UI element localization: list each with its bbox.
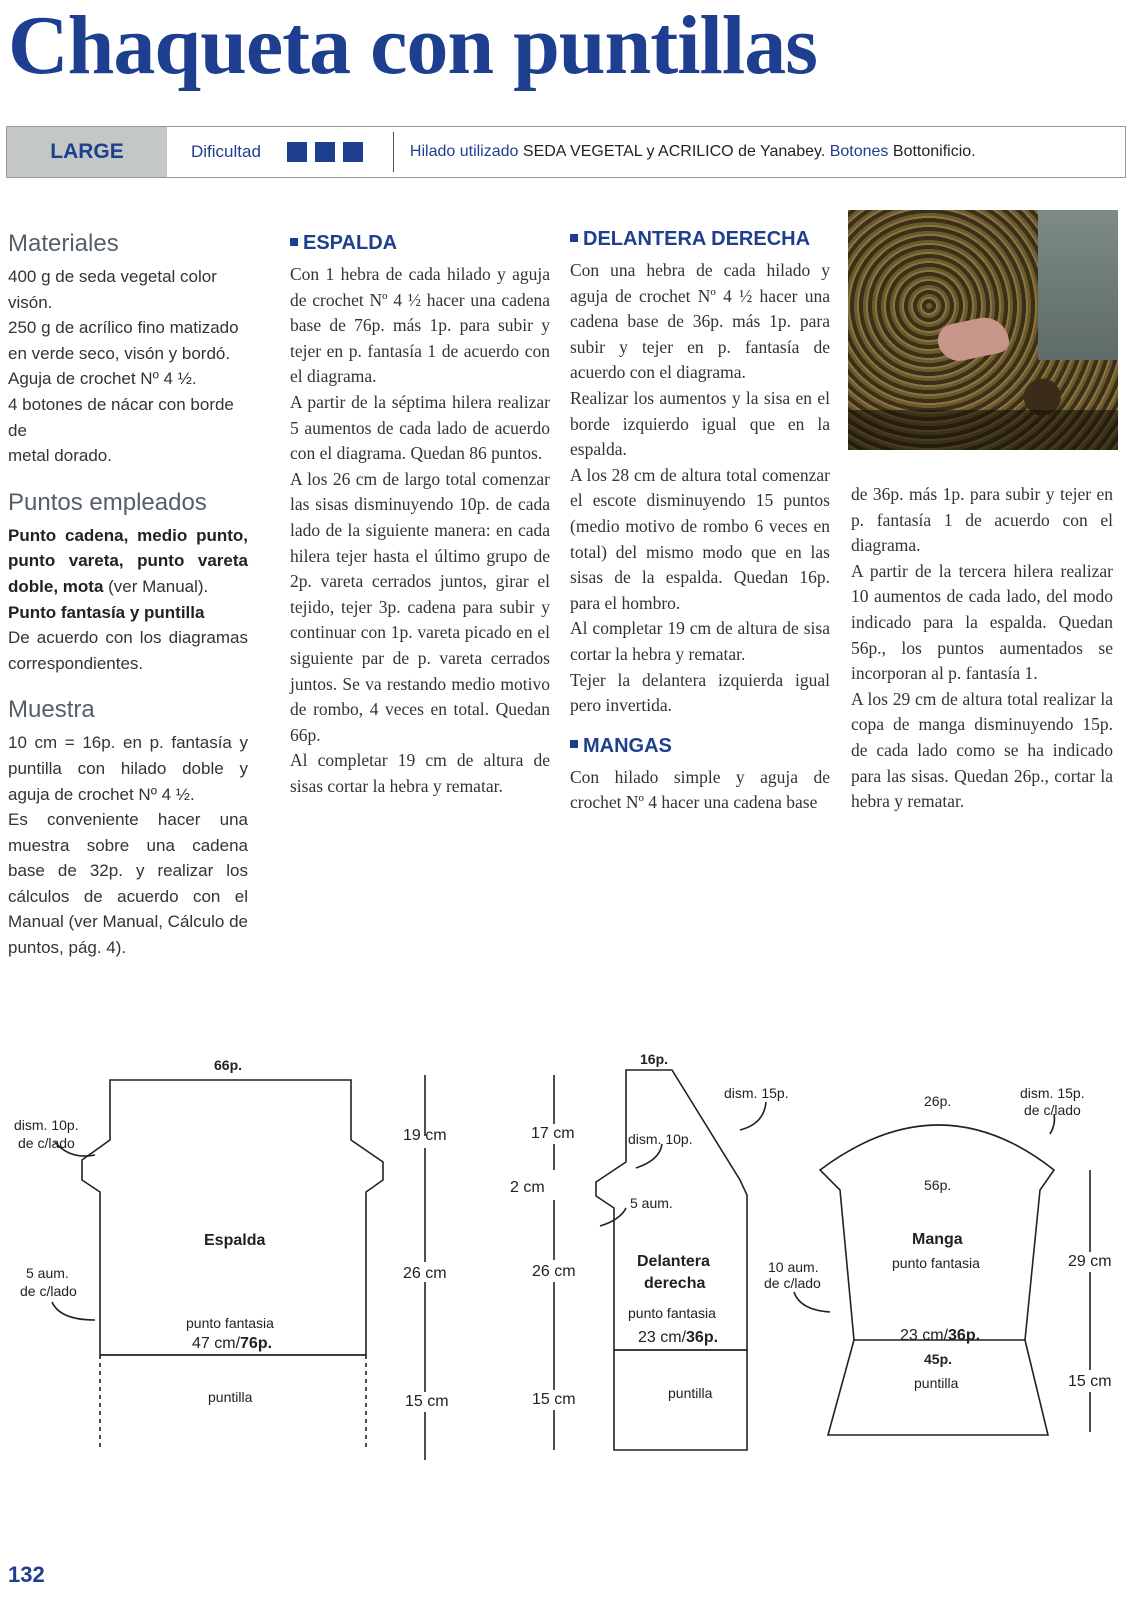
puntos-heading: Puntos empleados <box>8 488 207 516</box>
material-line: en verde seco, visón y bordó. <box>8 343 231 363</box>
delantera-paragraph: Al completar 19 cm de altura de sisa cortar la hebra y rematar. <box>570 618 830 664</box>
mangas-title: MANGAS <box>583 734 672 757</box>
mangas-paragraph: de 36p. más 1p. para subir y tejer en p. fantasía 1 de acuerdo con el diagrama. <box>851 484 1113 556</box>
size-badge: LARGE <box>7 127 167 177</box>
puntos-text <box>8 523 248 600</box>
photo-background <box>1038 210 1118 360</box>
delantera-base-p: 36p. <box>686 1329 719 1346</box>
delantera-heading <box>570 226 830 252</box>
page-title: Chaqueta con puntillas <box>8 0 817 92</box>
bullet-icon <box>570 740 578 748</box>
mangas-paragraph: A los 29 cm de altura total realizar la copa de manga disminuyendo 15p. de cada lado como se ha indicado para las sisas. Quedan 26p., cortar la hebra y rematar. <box>851 688 1113 812</box>
delantera-puntilla: puntilla <box>668 1385 713 1401</box>
delantera-aum: 5 aum. <box>630 1195 673 1211</box>
delantera-h4: 15 cm <box>532 1391 576 1408</box>
delantera-dism-neck: dism. 15p. <box>724 1085 789 1101</box>
delantera-dism: dism. 10p. <box>628 1131 693 1147</box>
fantasia-text: De acuerdo con los diagramas correspondientes. <box>8 628 248 673</box>
espalda-outline <box>82 1080 383 1355</box>
manga-top-label: 26p. <box>924 1093 952 1109</box>
muestra-heading: Muestra <box>8 696 95 724</box>
puntos-ref: (ver Manual). <box>103 576 209 596</box>
material-line: 250 g de acrílico fino matizado <box>8 318 239 338</box>
manga-name: Manga <box>912 1231 963 1248</box>
material-line: metal dorado. <box>8 446 112 466</box>
espalda-dism-label2: de c/lado <box>18 1135 75 1151</box>
bullet-icon <box>290 238 298 246</box>
garment-photo <box>848 210 1118 450</box>
puntos-bold: Punto cadena, medio punto, punto vareta, punto vareta doble, mota <box>8 525 248 596</box>
espalda-heading <box>290 230 550 256</box>
arrow-icon <box>52 1302 95 1320</box>
delantera-paragraph: Con una hebra de cada hilado y aguja de crochet Nº 4 ½ hacer una cadena base de 36p. más 1p. para subir y tejer en p. fantasía de acuerdo con el diagrama. <box>570 260 830 383</box>
photo-hand <box>935 313 1011 365</box>
delantera-paragraph: Realizar los aumentos y la sisa en el borde izquierdo igual que en la espalda. <box>570 387 830 460</box>
difficulty-rating <box>287 142 363 162</box>
manga-base-p: 36p. <box>948 1327 981 1344</box>
buttons-text: Bottonificio. <box>892 143 976 160</box>
arrow-icon <box>600 1208 626 1226</box>
delantera-title: DELANTERA DERECHA <box>583 228 811 250</box>
delantera-name2: derecha <box>644 1275 706 1292</box>
manga-stitch: punto fantasia <box>892 1255 980 1271</box>
espalda-puntilla: puntilla <box>208 1389 253 1405</box>
manga-h1: 29 cm <box>1068 1253 1112 1270</box>
espalda-stitch: punto fantasia <box>186 1315 274 1331</box>
manga-aum: 10 aum. <box>768 1259 819 1275</box>
espalda-column <box>290 228 550 799</box>
material-line: 400 g de seda vegetal color visón. <box>8 267 217 312</box>
espalda-h3: 15 cm <box>405 1393 449 1410</box>
espalda-h2: 26 cm <box>403 1265 447 1282</box>
mangas-column <box>851 482 1113 815</box>
divider <box>393 132 394 172</box>
delantera-paragraph: Tejer la delantera izquierda igual pero invertida. <box>570 669 830 716</box>
manga-base-cm: 23 cm/ <box>900 1327 949 1344</box>
espalda-aum-label2: de c/lado <box>20 1283 77 1299</box>
material-line: Aguja de crochet Nº 4 ½. <box>8 369 197 389</box>
yarn-info <box>410 143 976 161</box>
difficulty-square-icon <box>315 142 335 162</box>
buttons-label: Botones <box>829 143 889 160</box>
espalda-paragraph: Al completar 19 cm de altura de sisas cortar la hebra y rematar. <box>290 750 550 796</box>
espalda-title: ESPALDA <box>303 232 398 254</box>
delantera-top-label: 16p. <box>640 1051 669 1067</box>
difficulty-label: Dificultad <box>191 142 261 161</box>
info-bar <box>6 126 1126 178</box>
espalda-paragraph: Con 1 hebra de cada hilado y aguja de crochet Nº 4 ½ hacer una cadena base de 76p. más 1p. para subir y tejer en p. fantasía 1 de acuerdo con el diagrama. <box>290 264 550 387</box>
manga-cuff: 45p. <box>924 1351 953 1367</box>
muestra-text: 10 cm = 16p. en p. fantasía y puntilla con hilado doble y aguja de crochet Nº 4 ½. <box>8 733 248 804</box>
delantera-base <box>638 1329 718 1346</box>
delantera-stitch: punto fantasia <box>628 1305 716 1321</box>
espalda-top-label: 66p. <box>214 1057 243 1073</box>
delantera-h2: 2 cm <box>510 1179 545 1196</box>
mangas-paragraph: Con hilado simple y aguja de crochet Nº 4 hacer una cadena base <box>570 766 830 813</box>
page-number: 132 <box>8 1562 45 1587</box>
delantera-paragraph: A los 28 cm de altura total comenzar el escote disminuyendo 15 puntos (medio motivo de rombo 6 veces en total) del mismo modo que en las sisas de la espalda. Quedan 16p. para el hombro. <box>570 464 830 613</box>
espalda-dism-label: dism. 10p. <box>14 1117 79 1133</box>
manga-mid: 56p. <box>924 1177 952 1193</box>
materiales-heading: Materiales <box>8 230 119 257</box>
difficulty-square-icon <box>287 142 307 162</box>
manga-aum2: de c/lado <box>764 1275 821 1291</box>
espalda-h1: 19 cm <box>403 1127 447 1144</box>
manga-puntilla: puntilla <box>914 1375 959 1391</box>
espalda-base-p: 76p. <box>240 1335 273 1352</box>
arrow-icon <box>636 1144 662 1168</box>
espalda-base <box>192 1335 272 1352</box>
photo-shadow <box>848 410 1118 450</box>
delantera-base-cm: 23 cm/ <box>638 1329 687 1346</box>
espalda-base-cm: 47 cm/ <box>192 1335 241 1352</box>
espalda-name: Espalda <box>204 1232 266 1249</box>
espalda-paragraph: A partir de la séptima hilera realizar 5 aumentos de cada lado de acuerdo con el diagrama. Quedan 86 puntos. <box>290 391 550 464</box>
delantera-h3: 26 cm <box>532 1263 576 1280</box>
delantera-name1: Delantera <box>637 1253 710 1270</box>
fantasia-heading: Punto fantasía y puntilla <box>8 602 205 622</box>
mangas-paragraph: A partir de la tercera hilera realizar 10 aumentos de cada lado, del modo indicado para la espalda. Quedan 56p., los puntos aumentados se incorporan al p. fantasía 1. <box>851 560 1113 684</box>
bullet-icon <box>570 234 578 242</box>
difficulty-square-icon <box>343 142 363 162</box>
yarn-text: SEDA VEGETAL y ACRILICO de Yanabey. <box>522 143 826 160</box>
espalda-aum-label: 5 aum. <box>26 1265 69 1281</box>
mangas-heading <box>570 733 830 759</box>
yarn-label: Hilado utilizado <box>409 143 519 160</box>
manga-h2: 15 cm <box>1068 1373 1112 1390</box>
pattern-diagrams <box>0 1020 1139 1460</box>
muestra-text: Es conveniente hacer una muestra sobre una cadena base de 32p. y realizar los cálculos de acuerdo con el Manual (ver Manual, Cálculo de puntos, pág. 4). <box>8 810 249 958</box>
manga-dism2: de c/lado <box>1024 1102 1081 1118</box>
delantera-h1: 17 cm <box>531 1125 575 1142</box>
espalda-paragraph: A los 26 cm de largo total comenzar las sisas disminuyendo 10p. de cada lado de la siguiente manera: en cada hilera tejer hasta el último grupo de 2p. vareta cerrados juntos, girar el tejido, tejer 3p. cadena para subir y continuar con 1p. vareta picado en el siguiente par de p. vareta cerrados juntos. Se va restando medio motivo de rombo, 4 veces en total. Quedan 66p. <box>290 468 550 745</box>
arrow-icon <box>740 1102 766 1130</box>
manga-dism: dism. 15p. <box>1020 1085 1085 1101</box>
manga-base <box>900 1327 980 1344</box>
material-line: 4 botones de nácar con borde de <box>8 394 234 440</box>
materials-column <box>8 228 248 961</box>
arrow-icon <box>794 1292 830 1312</box>
delantera-column <box>570 224 830 816</box>
